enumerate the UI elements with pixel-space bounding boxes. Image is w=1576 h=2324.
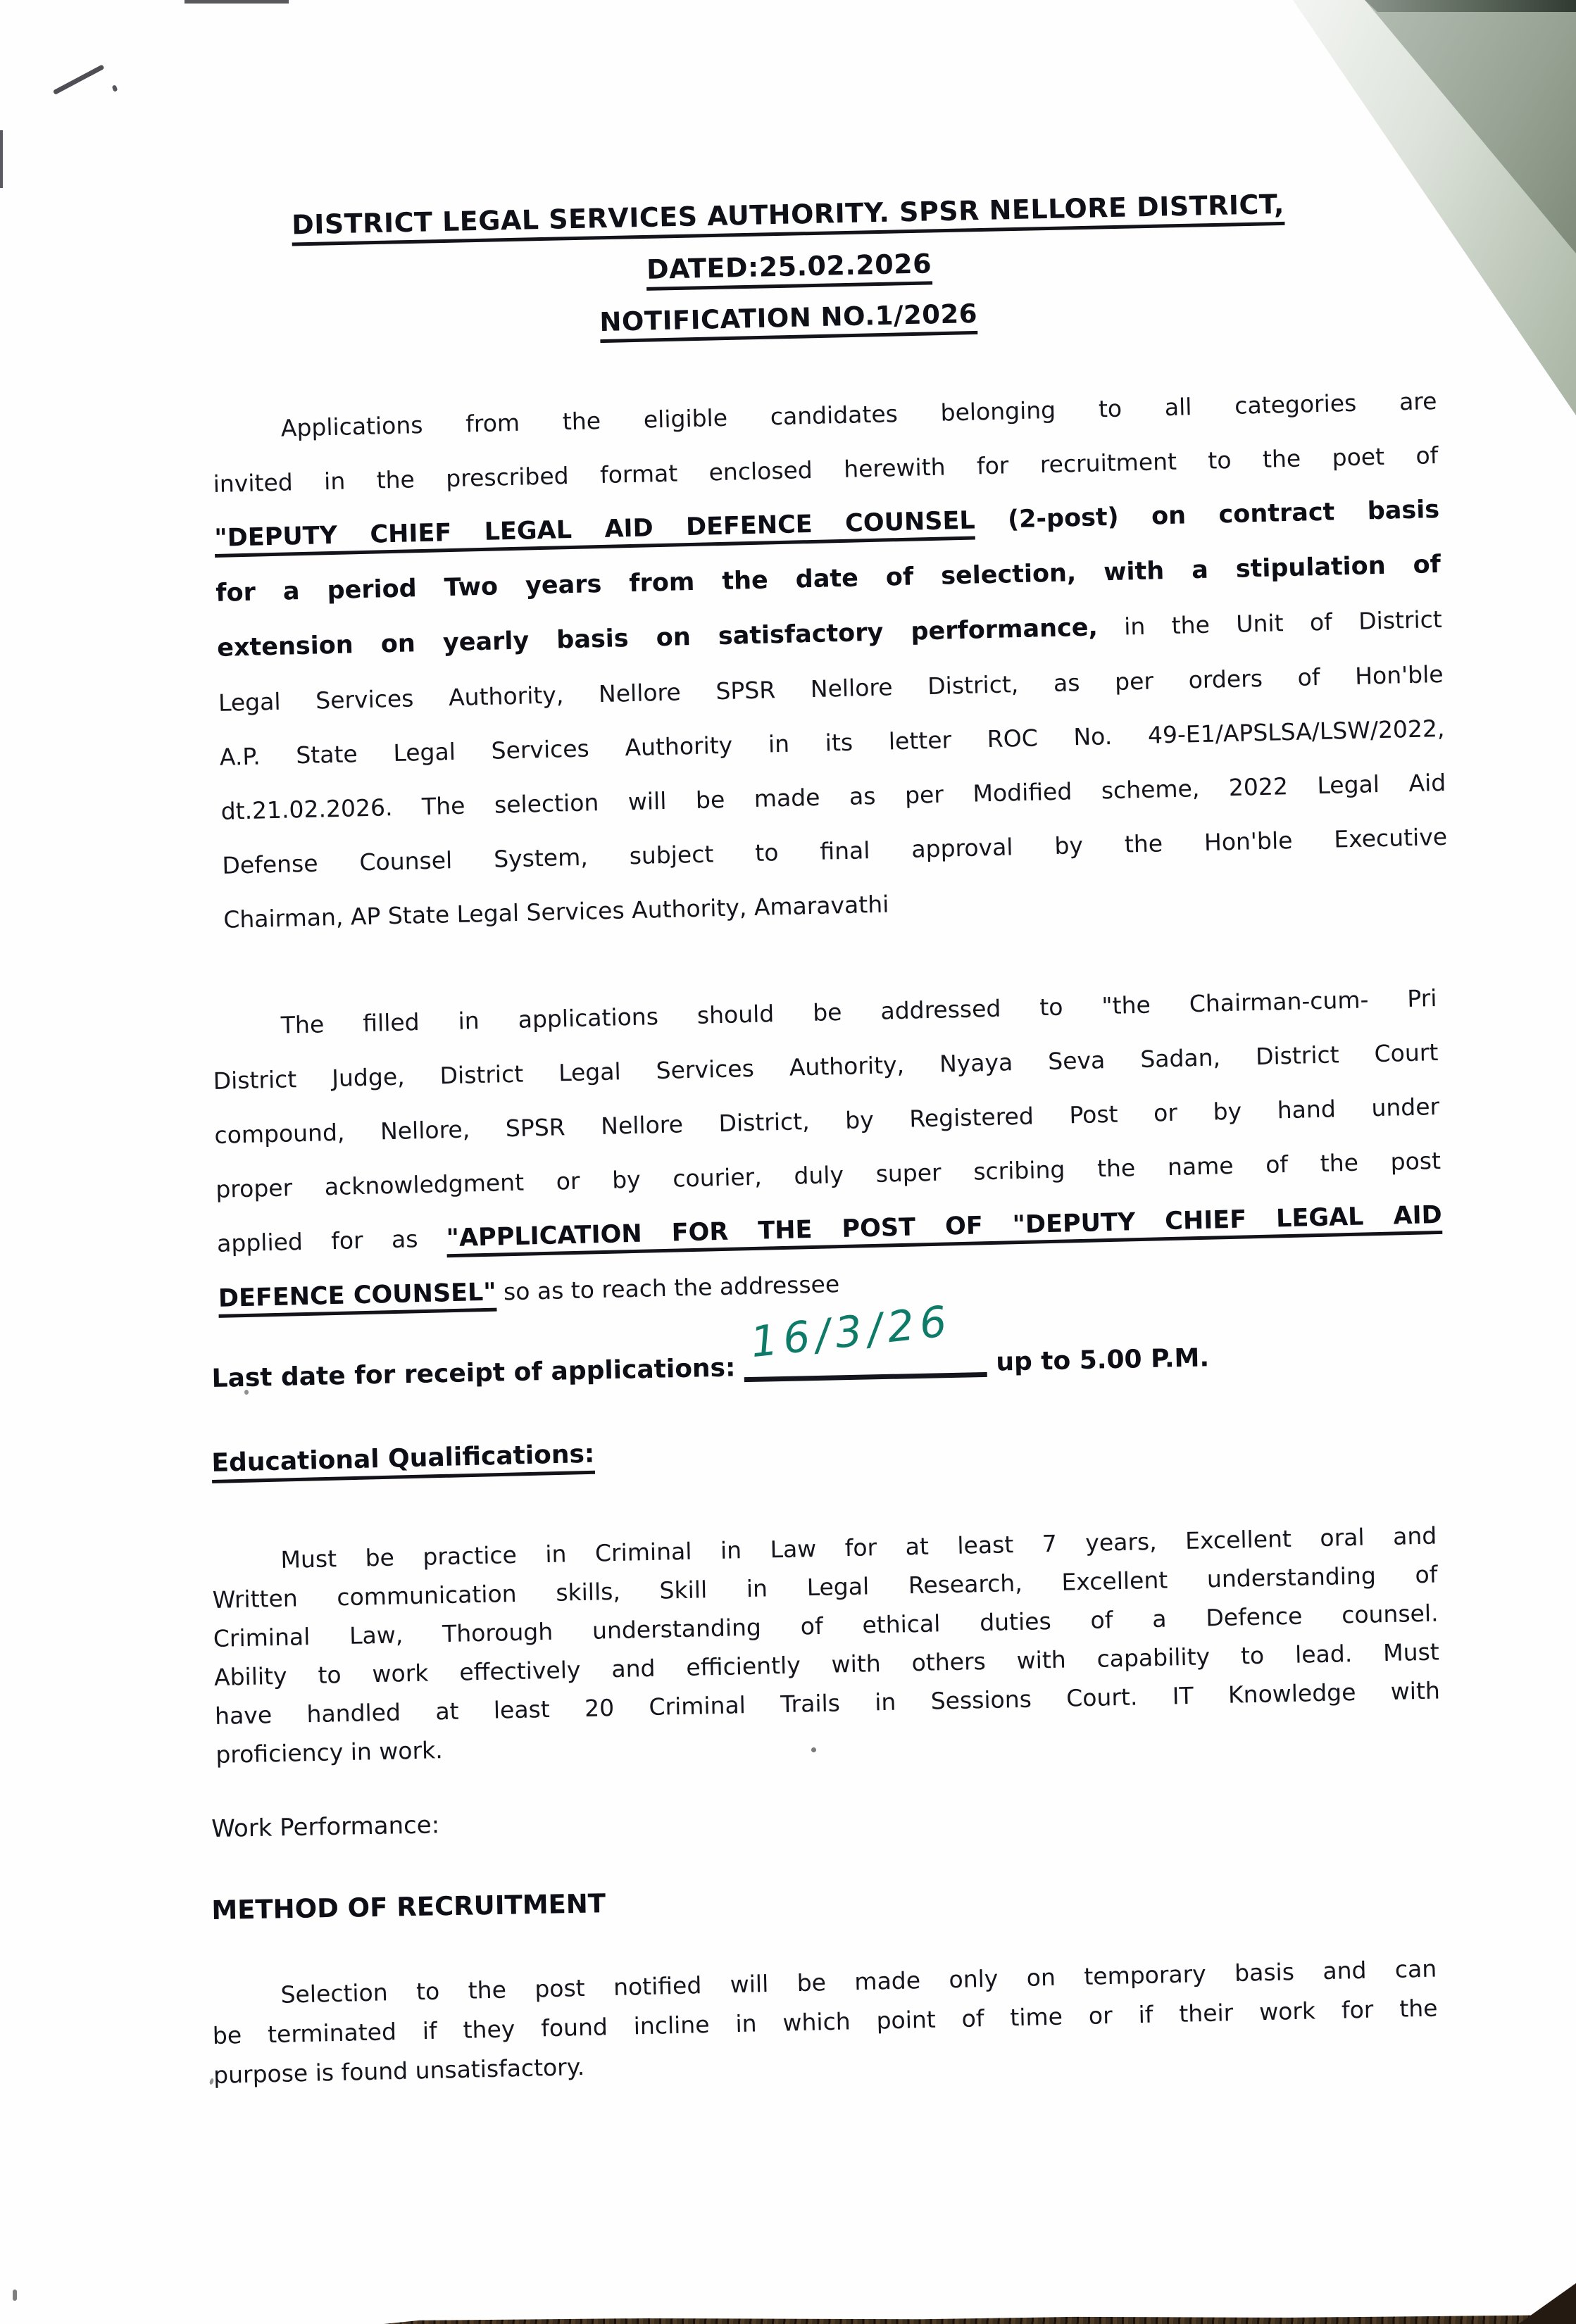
text-line: compound, Nellore, SPSR Nellore District, by Registered Post or by hand under <box>214 1092 1440 1149</box>
text-line: District Judge, District Legal Services Authority, Nyaya Seva Sadan, District Court <box>213 1038 1439 1095</box>
text-line: be terminated if they found incline in which point of time or if their work for the <box>212 1994 1438 2049</box>
scan-speck <box>13 2290 17 2301</box>
text-line: purpose is found unsatisfactory. <box>213 2053 585 2089</box>
text-line: Ability to work effectively and efficiently with others with capability to lead. Must <box>213 1638 1440 1691</box>
text-line: Criminal Law, Thorough understanding of ethical duties of a Defence counsel. <box>213 1599 1439 1652</box>
intro-paragraph <box>211 374 1449 947</box>
text-line: applied for as "APPLICATION FOR THE POST OF "DEPUTY CHIEF LEGAL AID <box>216 1200 1443 1257</box>
qualifications-paragraph <box>211 1516 1441 1774</box>
date-blank-underline <box>744 1296 987 1382</box>
document-title: DISTRICT LEGAL SERVICES AUTHORITY. SPSR NELLORE DISTRICT, <box>104 174 1471 255</box>
text-line: Must be practice in Criminal in Law for at least 7 years, Excellent oral and <box>280 1521 1437 1574</box>
pen-stroke-dot <box>112 84 118 92</box>
text-line: for a period Two years from the date of selection, with a stipulation of <box>215 550 1441 608</box>
notification-heading: NOTIFICATION NO.1/2026 <box>106 287 1472 348</box>
text-line: Written communication skills, Skill in Legal Research, Excellent understanding of <box>212 1560 1438 1614</box>
text-line: Applications from the eligible candidates belonging to all categories are <box>280 387 1437 442</box>
text-line: Legal Services Authority, Nellore SPSR Nellore District, as per orders of Hon'ble <box>218 660 1444 717</box>
method-of-recruitment-heading: METHOD OF RECRUITMENT <box>211 1888 606 1926</box>
text-line: dt.21.02.2026. The selection will be made as per Modified scheme, 2022 Legal Aid <box>220 768 1446 825</box>
last-date-label: Last date for receipt of applications: <box>211 1353 736 1393</box>
last-date-line <box>211 1296 1508 1393</box>
text-line: proper acknowledgment or by courier, duly super scribing the name of the post <box>215 1146 1441 1203</box>
handwritten-date: 16/3/26 <box>748 1296 956 1368</box>
scan-edge-line-top <box>185 0 289 4</box>
text-line: DEFENCE COUNSEL" so as to reach the addressee <box>218 1243 1444 1326</box>
text-line: extension on yearly basis on satisfactory performance, in the Unit of District <box>216 605 1443 662</box>
last-date-suffix: up to 5.00 P.M. <box>995 1343 1210 1377</box>
dated-line: DATED:25.02.2026 <box>106 226 1472 307</box>
educational-qualifications-heading: Educational Qualifications: <box>211 1419 1437 1477</box>
address-paragraph <box>211 971 1444 1326</box>
pen-stroke-mark <box>53 64 105 95</box>
work-performance-label: Work Performance: <box>211 1811 440 1843</box>
text-line: A.P. State Legal Services Authority in its letter ROC No. 49-E1/APSLSA/LSW/2022, <box>219 714 1445 771</box>
text-line: Chairman, AP State Legal Services Authority, Amaravathi <box>223 890 889 934</box>
scan-edge-line-left <box>0 130 3 188</box>
document-header <box>104 174 1472 307</box>
text-line: The filled in applications should be addressed to "the Chairman-cum- Pri <box>280 984 1437 1039</box>
page-bottom-edge <box>384 2315 1576 2324</box>
text-line: invited in the prescribed format enclosed herewith for recruitment to the poet of <box>213 441 1439 498</box>
text-line: Selection to the post notified will be made only on temporary basis and can <box>280 1954 1437 2009</box>
text-line: Defense Counsel System, subject to final approval by the Hon'ble Executive <box>222 822 1448 879</box>
corner-shadow-band <box>1365 0 1576 12</box>
text-line: have handled at least 20 Criminal Trails in Sessions Court. IT Knowledge with <box>214 1676 1441 1730</box>
text-line: "DEPUTY CHIEF LEGAL AID DEFENCE COUNSEL (2-post) on contract basis <box>214 482 1440 566</box>
selection-paragraph <box>211 1949 1439 2095</box>
text-line: proficiency in work. <box>215 1736 444 1769</box>
